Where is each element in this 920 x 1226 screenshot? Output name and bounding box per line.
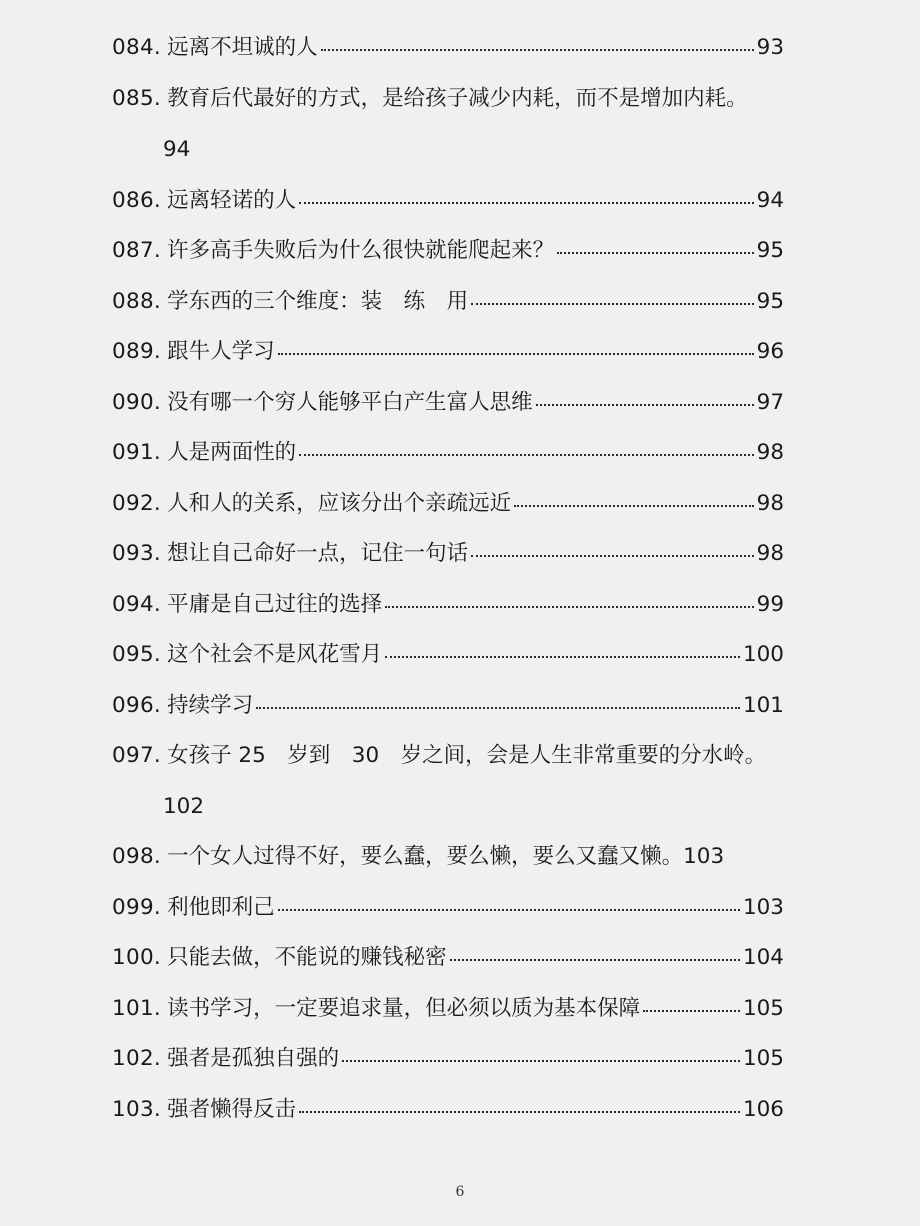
dot-leader <box>385 604 754 608</box>
toc-entry-088[interactable] <box>112 285 784 319</box>
entry-number: 091. <box>112 440 162 465</box>
dot-leader <box>321 47 754 51</box>
footer-page-number: 6 <box>455 1184 465 1200</box>
entry-page-number: 94 <box>163 137 191 162</box>
toc-entry-084[interactable] <box>112 31 784 65</box>
entry-title: 平庸是自己过往的选择 <box>167 592 383 617</box>
entry-title: 想让自己命好一点，记住一句话 <box>167 541 469 566</box>
entry-page-number: 96 <box>756 339 784 364</box>
entry-number: 103. <box>112 1097 162 1122</box>
entry-page-number: 105 <box>742 1046 784 1071</box>
entry-page-number: 102 <box>163 794 205 819</box>
entry-page-number: 98 <box>756 491 784 516</box>
toc-entry-099[interactable] <box>112 891 784 925</box>
entry-number: 099. <box>112 895 162 920</box>
dot-leader <box>471 553 754 557</box>
toc-entry-089[interactable] <box>112 335 784 369</box>
toc-entry-087[interactable] <box>112 234 784 268</box>
entry-number: 090. <box>112 390 162 415</box>
entry-title: 教育后代最好的方式，是给孩子减少内耗，而不是增加内耗。 <box>167 86 748 111</box>
entry-title: 女孩子 25 岁到 30 岁之间，会是人生非常重要的分水岭。 <box>167 743 767 768</box>
entry-number: 088. <box>112 289 162 314</box>
entry-number: 092. <box>112 491 162 516</box>
entry-number: 093. <box>112 541 162 566</box>
dot-leader <box>256 705 740 709</box>
entry-page-number: 94 <box>756 188 784 213</box>
entry-number: 086. <box>112 188 162 213</box>
dot-leader <box>385 654 740 658</box>
entry-number: 102. <box>112 1046 162 1071</box>
toc-entry-092[interactable] <box>112 487 784 521</box>
dot-leader <box>450 957 740 961</box>
entry-page-number: 105 <box>742 996 784 1021</box>
entry-page-number: 95 <box>756 238 784 263</box>
entry-page-number: 95 <box>756 289 784 314</box>
entry-title: 只能去做，不能说的赚钱秘密 <box>167 945 447 970</box>
entry-number: 094. <box>112 592 162 617</box>
toc-entry-098[interactable] <box>112 840 784 874</box>
toc-entry-100[interactable] <box>112 941 784 975</box>
dot-leader <box>643 1008 740 1012</box>
dot-leader <box>278 907 740 911</box>
entry-title: 读书学习，一定要追求量，但必须以质为基本保障 <box>167 996 641 1021</box>
toc-entry-090[interactable] <box>112 386 784 420</box>
dot-leader <box>299 452 754 456</box>
entry-page-number: 93 <box>756 35 784 60</box>
entry-number: 084. <box>112 35 162 60</box>
entry-page-number: 104 <box>742 945 784 970</box>
entry-title: 没有哪一个穷人能够平白产生富人思维 <box>167 390 533 415</box>
entry-number: 101. <box>112 996 162 1021</box>
entry-page-number: 97 <box>756 390 784 415</box>
toc-entry-086[interactable] <box>112 184 784 218</box>
entry-title: 持续学习 <box>167 693 254 718</box>
dot-leader <box>299 200 754 204</box>
toc-entry-094[interactable] <box>112 588 784 622</box>
entry-title: 一个女人过得不好，要么蠢，要么懒，要么又蠢又懒。 <box>167 844 684 869</box>
entry-title: 远离轻诺的人 <box>167 188 297 213</box>
dot-leader <box>299 1109 740 1113</box>
dot-leader <box>536 402 754 406</box>
dot-leader <box>278 351 754 355</box>
entry-page-number: 103 <box>742 895 784 920</box>
entry-title: 人和人的关系，应该分出个亲疏远近 <box>167 491 512 516</box>
toc-entry-095[interactable] <box>112 638 784 672</box>
entry-title: 学东西的三个维度：装 练 用 <box>167 289 469 314</box>
entry-page-number: 106 <box>742 1097 784 1122</box>
toc-entry-085[interactable] <box>112 82 784 116</box>
entry-number: 089. <box>112 339 162 364</box>
entry-number: 096. <box>112 693 162 718</box>
entry-number: 085. <box>112 86 162 111</box>
entry-title: 这个社会不是风花雪月 <box>167 642 383 667</box>
entry-title: 强者懒得反击 <box>167 1097 297 1122</box>
dot-leader <box>471 301 754 305</box>
toc-entry-093[interactable] <box>112 537 784 571</box>
entry-title: 人是两面性的 <box>167 440 297 465</box>
toc-entry-101[interactable] <box>112 992 784 1026</box>
entry-page-number: 99 <box>756 592 784 617</box>
dot-leader <box>342 1058 740 1062</box>
dot-leader <box>557 250 754 254</box>
entry-page-number: 103 <box>683 844 725 869</box>
entry-page-number: 100 <box>742 642 784 667</box>
toc-entry-103[interactable] <box>112 1093 784 1127</box>
toc-entry-097[interactable] <box>112 739 784 773</box>
entry-title: 强者是孤独自强的 <box>167 1046 340 1071</box>
entry-page-number: 101 <box>742 693 784 718</box>
entry-title: 利他即利己 <box>167 895 275 920</box>
entry-number: 097. <box>112 743 162 768</box>
entry-number: 098. <box>112 844 162 869</box>
entry-page-number: 98 <box>756 440 784 465</box>
toc-entry-102[interactable] <box>112 1042 784 1076</box>
entry-number: 095. <box>112 642 162 667</box>
dot-leader <box>514 503 754 507</box>
entry-number: 087. <box>112 238 162 263</box>
entry-title: 远离不坦诚的人 <box>167 35 318 60</box>
toc-entry-096[interactable] <box>112 689 784 723</box>
entry-page-number: 98 <box>756 541 784 566</box>
entry-title: 许多高手失败后为什么很快就能爬起来？ <box>167 238 555 263</box>
toc-entry-091[interactable] <box>112 436 784 470</box>
entry-number: 100. <box>112 945 162 970</box>
entry-title: 跟牛人学习 <box>167 339 275 364</box>
